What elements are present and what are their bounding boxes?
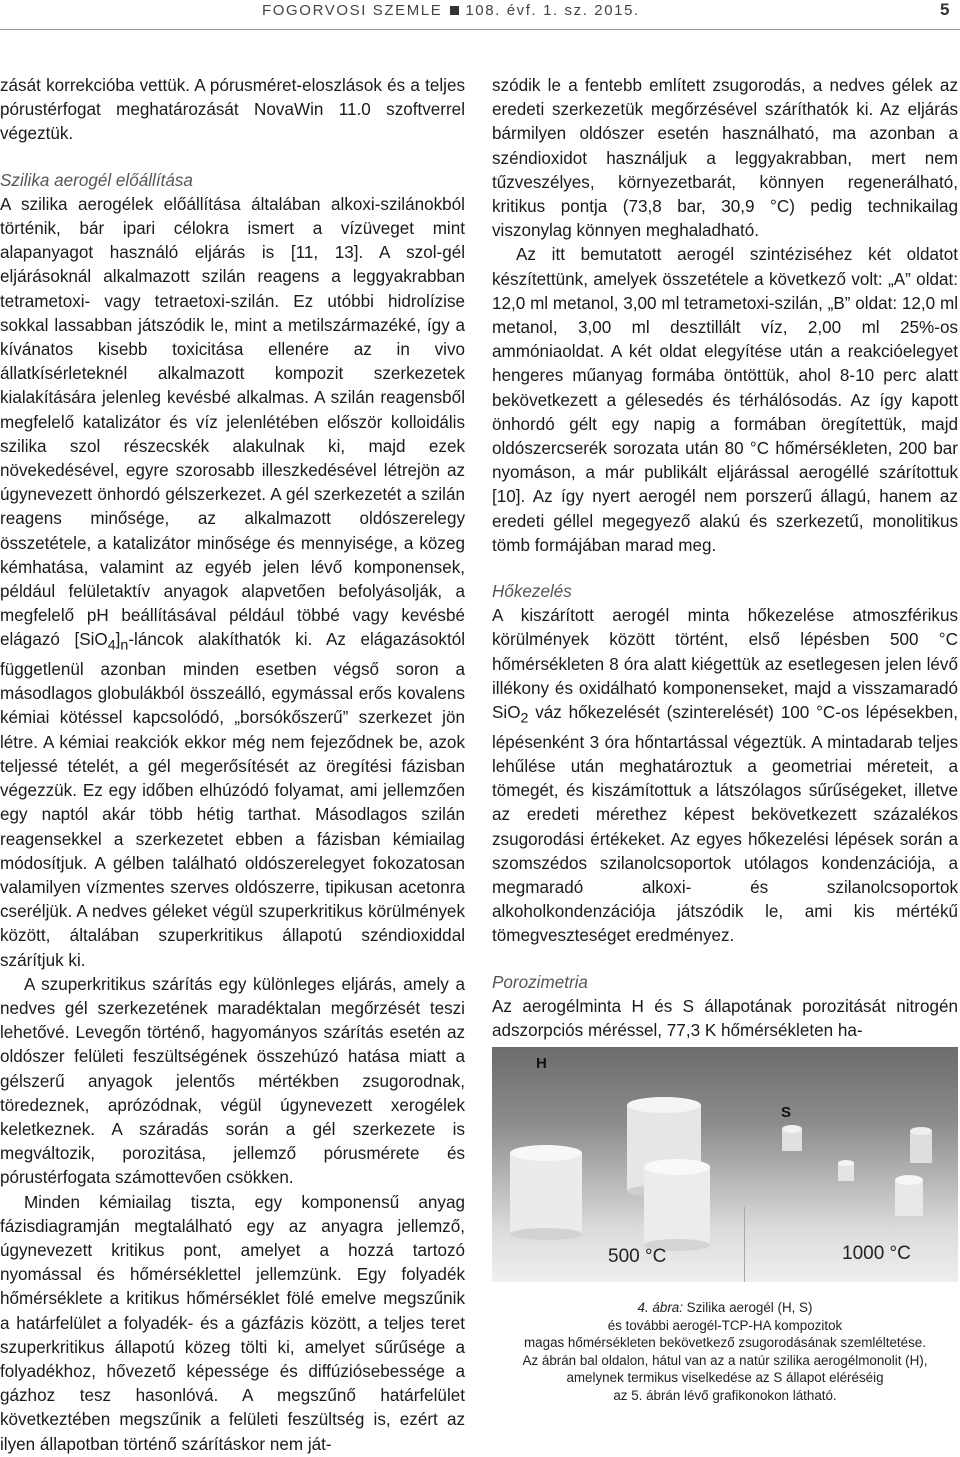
paragraph-pore-analysis: zását korrekcióba vettük. A pórusméret-eloszlások és a teljes pórustérfogat meghatározását NovaWin 11.0 szoftverrel végeztük. — [0, 76, 465, 144]
sample-center-cylinder — [644, 1159, 710, 1251]
left-column — [0, 74, 465, 1457]
label-s: S — [781, 1104, 792, 1121]
sample-right-back-cylinder — [910, 1127, 932, 1167]
running-header — [0, 0, 960, 24]
caption-line-2: és további aerogél-TCP-HA kompozitok — [607, 1317, 843, 1333]
sample-s-cylinder — [782, 1125, 802, 1155]
paragraph-supercritical-drying: A szuperkritikus szárítás egy különleges eljárás, amely a nedves gél szerkezetének maradéktalan megőrzését teszi lehetővé. Levegőn történő, hagyományos szárítás esetén az oldószer felületi feszültségének összehúzó hatása miatt a gélszerű anyagok jelentős mértékben zsugorodnak, töredeznek, aprózódnak, végül úgynevezett xerogélek keletkeznek. A száradás során a gél szerkezete is megváltozik, porozitása, jellemző pórusmérete és pórustérfogata számottevően csökken. — [0, 974, 465, 1188]
figure-caption — [492, 1299, 958, 1405]
caption-figure-number: 4. ábra: — [637, 1300, 683, 1315]
section-gap — [0, 147, 465, 169]
caption-line-4: Az ábrán bal oldalon, hátul van az a natúr szilika aerogélmonolit (H), — [522, 1352, 928, 1368]
label-1000c: 1000 °C — [842, 1243, 911, 1264]
heading-porosimetry: Porozimetria — [492, 972, 588, 992]
caption-line-6: az 5. ábrán lévő grafikonokon látható. — [613, 1387, 837, 1403]
section-gap — [492, 949, 958, 971]
journal-info — [262, 2, 640, 19]
sample-left-front-cylinder — [510, 1145, 582, 1240]
subscript-n: n — [120, 637, 129, 654]
paragraph-porosimetry: Az aerogélminta H és S állapotának porozitását nitrogén adszorpciós méréssel, 77,3 K hőmérsékleten ha- — [492, 996, 958, 1040]
label-500c: 500 °C — [608, 1246, 667, 1267]
caption-line-3: magas hőmérsékleten bekövetkező zsugorodásának szemléltetése. — [524, 1335, 926, 1351]
journal-title: FOGORVOSI SZEMLE — [262, 2, 443, 19]
subscript-4: 4 — [107, 637, 116, 654]
aerogel-photo — [492, 1047, 958, 1282]
paragraph-co2-drying: szódik le a fentebb említett zsugorodás, a nedves gélek az eredeti szerkezetük megőrzésével száríthatók ki. Az eljárás bármilyen oldószer esetén használható, ma azonban a széndioxidot használjuk a leggyakrabban, mert nem tűzveszélyes, környezetbarát, könnyen regenerálható, kritikus pontja (73,8 bar, 30,9 °C) pedig technikailag viszonylag könnyen meghaladható. — [492, 76, 958, 241]
sample-right-front-cylinder — [895, 1175, 923, 1221]
paragraph-critical-point: Minden kémiailag tiszta, egy komponensű anyag fázisdiagramján megtalálható egy az anyagra jellemző, úgynevezett kritikus pont, amelyet a hozzá tartozó nyomással és hőmérséklettel jellemzünk. Egy folyadék hőmérséklete a kritikus hőmérséklet fölé emelve megszűnik a határfelület a folyadék- és a gázfázis között, a teljes teret szuperkritikus állapotú közeg tölti ki, amelyet sűrűsége a folyadékhoz, hővezető képessége és diffúziósebessége a gázhoz tesz hasonlóvá. A megszűnő határfelület következtében megszűnik a felületi feszültség is, ezért az ilyen állapotban történő szárításkor nem ját- — [0, 1192, 465, 1454]
paragraph-sol-gel-part1: A szilika aerogélek előállítása általában alkoxi-szilánokból történik, bár ipari célokra ismert a vízüveget mint alapanyagot használó eljárás is [11, 13]. A szol-gél eljárásoknál alkalmazott szilán reagens a leggyakrabban tetrametoxi- vagy tetraetoxi-szilán. Ez utóbbi hidrolízise sokkal lassabban játszódik le, mint a metilszármazéké, így a kívánatos kisebb toxicitása ellenére az in vivo állatkísérleteknél alkalmazott kompozit szerkezetek kialakítására jelenleg kevésbé alkalmas. A szilán reagensből megfelelő katalizátor és víz jelenlétében először kolloidális szilika szol részecskék alakulnak ki, majd ezek növekedésével, egyre szorosabb illeszkedésével létrejön az úgynevezett önhordó gélszerkezet. A gél szerkezetét a szilán reagens minősége, az alkalmazott oldószerelegy összetétele, a katalizátor minősége és mennyisége, a közeg kémhatása, valamint az egyéb jelen lévő komponensek, például felületaktív anyagok alapvetően befolyásolják, a megfelelő pH beállításával például többé vagy kevésbé elágazó [SiO — [0, 194, 465, 650]
paragraph-heat-part1: A kiszárított aerogél minta hőkezelése atmoszférikus körülmények között történt, első lépésben 500 °C hőmérsékleten 8 óra alatt kiégettük az esetlegesen jelen lévő illékony és oxidálható komponenseket, majd a visszamaradó SiO — [492, 606, 958, 723]
separator-square-icon — [450, 6, 459, 15]
subscript-2: 2 — [520, 710, 529, 727]
caption-line-5: amelynek termikus viselkedése az S állapot eléréséig — [566, 1370, 884, 1386]
caption-title: Szilika aerogél (H, S) — [682, 1300, 813, 1315]
paragraph-heat-treatment — [492, 604, 958, 948]
right-column — [492, 74, 958, 1043]
bracket-close: ] — [115, 630, 121, 650]
caption-line-1 — [492, 1299, 958, 1317]
sample-right-small-cylinder — [838, 1160, 854, 1184]
paragraph-sol-gel-part2: -láncok alakíthatók ki. Az elágazásoktól függetlenül azonban minden esetben végső soron a másodlagos globulákból összeálló, egymással erős kovalens kémiai kötéssel kapcsolódó, „borsókőszerű” szerkezet jön létre. A kémiai reakciók ekkor még nem fejeződnek be, azok teljessé tételét, a gél megerősítését az öregítési fázisban végezzük. Ez egy időben elhúzódó folyamat, ami jellemzően egy naptól akár több hétig tarthat. Másodlagos szilán reagensekkel a szerkezetet ebben a fázisban kémiailag módosítjuk. A gélben található oldószerelegyet fokozatosan valamilyen vízmentes szerves oldószerre, tipikusan acetonra cseréljük. A nedves géleket végül szuperkritikus körülmények között, általában szuperkritikus állapotú széndioxiddal szárítjuk ki. — [0, 630, 466, 970]
photo-divider — [744, 1207, 745, 1282]
section-gap — [492, 558, 958, 580]
issue-info: 108. évf. 1. sz. 2015. — [465, 2, 640, 19]
heading-heat-treatment: Hőkezelés — [492, 582, 572, 602]
paragraph-heat-part2: váz hőkezelését (szinterelését) 100 °C-os lépésekben, lépésenként 3 óra hőntartással végeztük. A mintadarab teljes lehűlése után meghatároztuk a geometriai méreteit, a tömegét, és kiszámítottuk a látszólagos sűrűségeket, illetve az eredeti mérethez képest bekövetkezett százalékos zsugorodási értékeket. Az egyes hőkezelési lépések során a szomszédos szilanolcsoportok utólagos kondenzációja, a megmaradó alkoxi- és szilanolcsoportok alkoholkondenzációja játszódik le, ami kis mértékű tömegveszteséget eredményez. — [492, 703, 958, 946]
paragraph-sol-gel — [0, 193, 465, 973]
paragraph-synthesis: Az itt bemutatott aerogél szintéziséhez két oldatot készítettünk, amelyek összetétele a következő volt: „A” oldat: 12,0 ml metanol, 3,00 ml tetrametoxi-szilán, „B” oldat: 12,0 ml metanol, 3,00 ml desztillált víz, 2,00 ml 25%-os ammóniaoldat. A két oldat elegyítése után a reakcióelegyet hengeres műanyag formába öntöttük, ahol 8-10 perc alatt bekövetkezett a gélesedés és térhálósodás. Az így kapott önhordó gélt egy napig a formában öregítettük, majd oldószercserék sorozata után 80 °C hőmérsékleten, 200 bar nyomáson, a már publikált eljárással aerogéllé szárítottuk [10]. Az így nyert aerogél nem porszerű állagú, hanem az eredeti géllel megegyező alakú és szerkezetű, monolitikus tömb formájában marad meg. — [492, 245, 958, 555]
label-h: H — [536, 1055, 547, 1072]
header-rule — [0, 29, 960, 30]
page-number: 5 — [940, 0, 950, 19]
heading-silica-aerogel: Szilika aerogél előállítása — [0, 170, 193, 190]
